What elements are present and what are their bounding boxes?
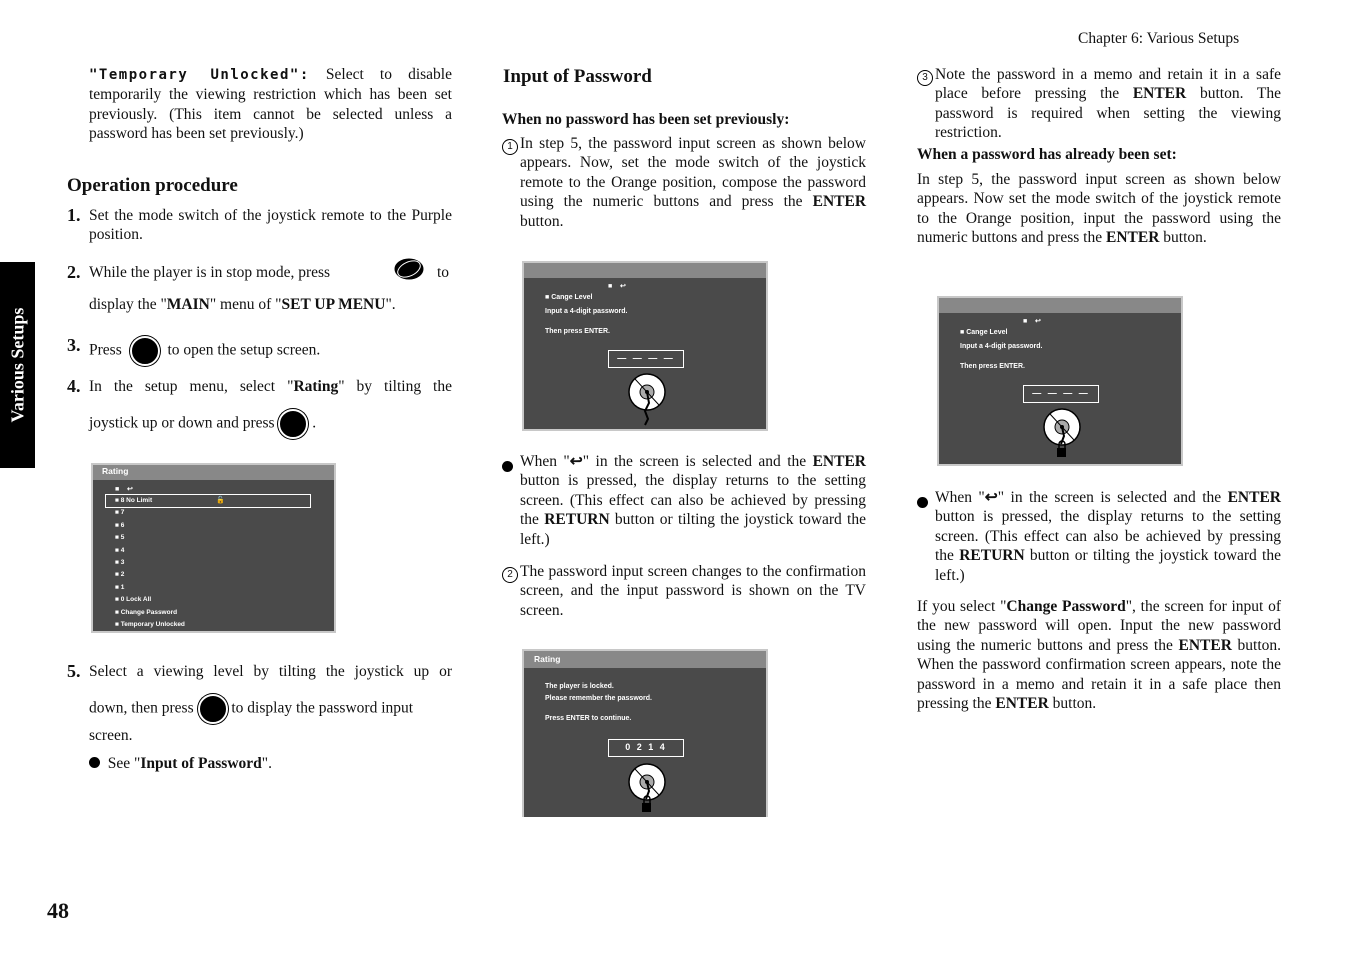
- see-a: See ": [107, 755, 141, 772]
- enter-label: ENTER: [1178, 636, 1232, 654]
- pw1-line2: Input a 4-digit password.: [545, 308, 628, 315]
- pw1-line1: ■ Cange Level: [545, 294, 593, 301]
- step2-d: " menu of ": [209, 296, 282, 313]
- item3-marker: [917, 66, 933, 86]
- item3-text: [935, 65, 1281, 143]
- step5-b: down, then press: [89, 699, 194, 717]
- item1-text: [520, 134, 866, 231]
- nav-icons: ■ ↩: [1023, 318, 1041, 325]
- confirm-password-box: 0 2 1 4: [608, 739, 684, 757]
- para-b: button.: [1159, 229, 1207, 247]
- note-d: button or tilting the joystick toward the left.): [520, 511, 866, 548]
- pw1-titlebar: [524, 263, 766, 278]
- change-e: button.: [1048, 695, 1097, 713]
- side-tab-label: Various Setups: [7, 307, 27, 423]
- password-screen-2: [937, 296, 1183, 466]
- step4-a: In the setup menu, select ": [89, 378, 294, 395]
- rating-item: ■ 7: [115, 509, 125, 517]
- item1-body: In step 5, the password input screen as shown below appears. Now, set the mode switch of the joystick remote to the Orange position, compose the password using the numeric buttons and press the: [520, 135, 866, 211]
- step5-c: to display the password input: [231, 699, 414, 717]
- rating-item: ■ 0 Lock All: [115, 596, 152, 604]
- rating-screen-titlebar: [93, 465, 334, 480]
- note-a: When ": [520, 453, 570, 470]
- enter-label: ENTER: [1227, 489, 1281, 506]
- rating-label: Rating: [293, 378, 339, 395]
- confirm-screen: [522, 649, 768, 817]
- enter-label: ENTER: [995, 695, 1049, 713]
- step4-line1: [89, 377, 452, 396]
- pw2-titlebar: [939, 298, 1181, 313]
- note-c: button is pressed, the display returns to the setting screen. (This effect can also be achieved by pressing the: [935, 508, 1281, 565]
- pw1-line1-text: Cange Level: [551, 294, 593, 301]
- bullet-icon: [502, 461, 513, 472]
- step4-number: 4.: [67, 376, 81, 396]
- confirm-line1: The player is locked.: [545, 683, 614, 690]
- bullet-icon: [89, 757, 100, 768]
- nav-icons: ■ ↩: [608, 283, 626, 290]
- main-menu-label: MAIN: [166, 296, 210, 313]
- step4-b: " by tilting the: [338, 378, 452, 395]
- item3-a: Note the password in a memo and retain it in a safe place before pressing the: [935, 66, 1281, 103]
- step1-number: 1.: [67, 205, 81, 225]
- note-c: button is pressed, the display returns to the setting screen. (This effect can also be achieved by pressing the: [520, 472, 866, 529]
- rating-item: ■ 1: [115, 583, 125, 591]
- step4-d: .: [312, 414, 317, 432]
- enter-button-icon: [130, 336, 160, 366]
- circled-2: 2: [502, 567, 518, 583]
- pw2-line1-text: Cange Level: [966, 329, 1008, 336]
- page-number: 48: [47, 898, 69, 923]
- rating-item: ■ Temporary Unlocked: [115, 621, 185, 628]
- enter-label: ENTER: [1132, 85, 1187, 103]
- item3-b: button. The password is required when setting the viewing restriction.: [935, 85, 1281, 142]
- see-link-text: Input of Password: [140, 755, 262, 772]
- middle-note: [520, 452, 866, 549]
- pw1-entry-box: — — — —: [608, 350, 684, 368]
- note-d: button or tilting the joystick toward the left.): [935, 547, 1281, 584]
- joystick-button-icon: [393, 256, 425, 282]
- step2-line2: [89, 295, 396, 314]
- enter-label: ENTER: [812, 193, 867, 211]
- step4-line2: [89, 409, 316, 439]
- item1-end: button.: [520, 212, 564, 230]
- step5-line3: screen.: [89, 727, 133, 744]
- disc-lock-icon: [627, 763, 667, 817]
- item1-marker: [502, 135, 518, 155]
- rating-item: ■ Change Password: [115, 608, 178, 616]
- enter-label: ENTER: [812, 453, 866, 470]
- change-password-label: Change Password: [1006, 598, 1126, 615]
- item2-text: The password input screen changes to the confirmation screen, and the input password is shown on the TV screen.: [520, 563, 866, 619]
- temporary-unlocked-para: [89, 65, 452, 144]
- step3-number: 3.: [67, 335, 81, 355]
- bullet-icon: [917, 497, 928, 508]
- step3-a: Press: [89, 341, 122, 359]
- rating-item: ■ 8 No Limit: [115, 497, 153, 504]
- item2-marker: [502, 563, 518, 583]
- pw2-line3: Then press ENTER.: [960, 363, 1025, 370]
- rating-item: ■ 5: [115, 534, 125, 542]
- step5-line1: Select a viewing level by tilting the joystick up or: [89, 663, 452, 680]
- enter-button-icon: [278, 409, 308, 439]
- step3-b: to open the setup screen.: [167, 341, 321, 359]
- pw1-line3: Then press ENTER.: [545, 328, 610, 335]
- rating-screen-title: Rating: [102, 466, 129, 476]
- enter-label: ENTER: [1105, 229, 1160, 247]
- confirm-line3: Press ENTER to continue.: [545, 715, 632, 722]
- right-note-bullet: [917, 493, 928, 512]
- para-a: In step 5, the password input screen as shown below appears. Now set the mode switch of the joystick remote to the Orange position, input the password using the numeric buttons and press the: [917, 171, 1281, 247]
- circled-1: 1: [502, 139, 518, 155]
- circled-3: 3: [917, 70, 933, 86]
- rating-item: ■ 4: [115, 546, 125, 554]
- return-label: RETURN: [959, 547, 1025, 565]
- rating-item: ■ 3: [115, 559, 125, 566]
- change-d: button. When the password confirmation screen appears, note the password in a memo and retain it in a safe place then pressing the: [917, 636, 1281, 713]
- step2-number: 2.: [67, 262, 81, 282]
- step5-line2: [89, 694, 413, 724]
- confirm-line2: Please remember the password.: [545, 695, 652, 702]
- confirm-titlebar: [524, 651, 766, 668]
- operation-heading: Operation procedure: [67, 175, 238, 196]
- step4-c: joystick up or down and press: [89, 414, 275, 432]
- change-password-para: [917, 597, 1281, 713]
- already-set-subheading: When a password has already been set:: [917, 146, 1177, 163]
- no-password-subheading: When no password has been set previously:: [502, 111, 790, 128]
- note-a: When ": [935, 489, 985, 506]
- pw2-line1: ■ Cange Level: [960, 329, 1008, 336]
- step2-c: display the ": [89, 296, 167, 313]
- rating-item: ■ 6: [115, 521, 125, 529]
- middle-note-bullet: [502, 457, 513, 476]
- step2-to: to: [437, 264, 450, 281]
- disc-lock-icon: [627, 373, 667, 427]
- pw2-line2: Input a 4-digit password.: [960, 343, 1043, 350]
- step2-e: ".: [385, 296, 396, 313]
- change-a: If you select ": [917, 598, 1007, 615]
- chapter-header: Chapter 6: Various Setups: [1078, 30, 1240, 47]
- pw2-entry-box: — — — —: [1023, 385, 1099, 403]
- input-password-heading: Input of Password: [503, 66, 652, 87]
- password-screen-1: [522, 261, 768, 431]
- side-tab: [0, 262, 35, 468]
- note-b: " in the screen is selected and the: [997, 489, 1228, 506]
- right-note: [935, 488, 1281, 585]
- rating-screen: [91, 463, 336, 633]
- unlock-icon: 🔓: [216, 496, 225, 504]
- enter-button-icon: [198, 694, 228, 724]
- setup-menu-label: SET UP MENU: [281, 296, 386, 313]
- return-label: RETURN: [544, 511, 610, 529]
- disc-lock-icon: [1042, 408, 1082, 462]
- step3-text: [89, 336, 320, 366]
- return-arrow-icon: ↩: [984, 489, 998, 506]
- note-b: " in the screen is selected and the: [582, 453, 813, 470]
- return-arrow-icon: ↩: [569, 453, 583, 470]
- see-c: ".: [261, 755, 272, 772]
- nav-icons: ■ ↩: [115, 486, 133, 493]
- step2-line1: While the player is in stop mode, press: [89, 264, 331, 281]
- already-set-para: [917, 170, 1281, 248]
- step1-text: Set the mode switch of the joystick remote to the Purple position.: [89, 207, 452, 244]
- temp-unlocked-text: Select to disable temporarily the viewing restriction which has been set previously. (This item cannot be selected unless a password has been set previously.): [89, 66, 452, 143]
- confirm-title: Rating: [534, 654, 561, 664]
- temp-unlocked-label: "Temporary Unlocked":: [89, 67, 310, 83]
- change-c: ", the screen for input of the new password will open. Input the new password using the numeric buttons and press the: [917, 598, 1282, 654]
- step5-number: 5.: [67, 661, 81, 681]
- rating-item: ■ 2: [115, 571, 125, 579]
- see-input-password: [89, 754, 272, 773]
